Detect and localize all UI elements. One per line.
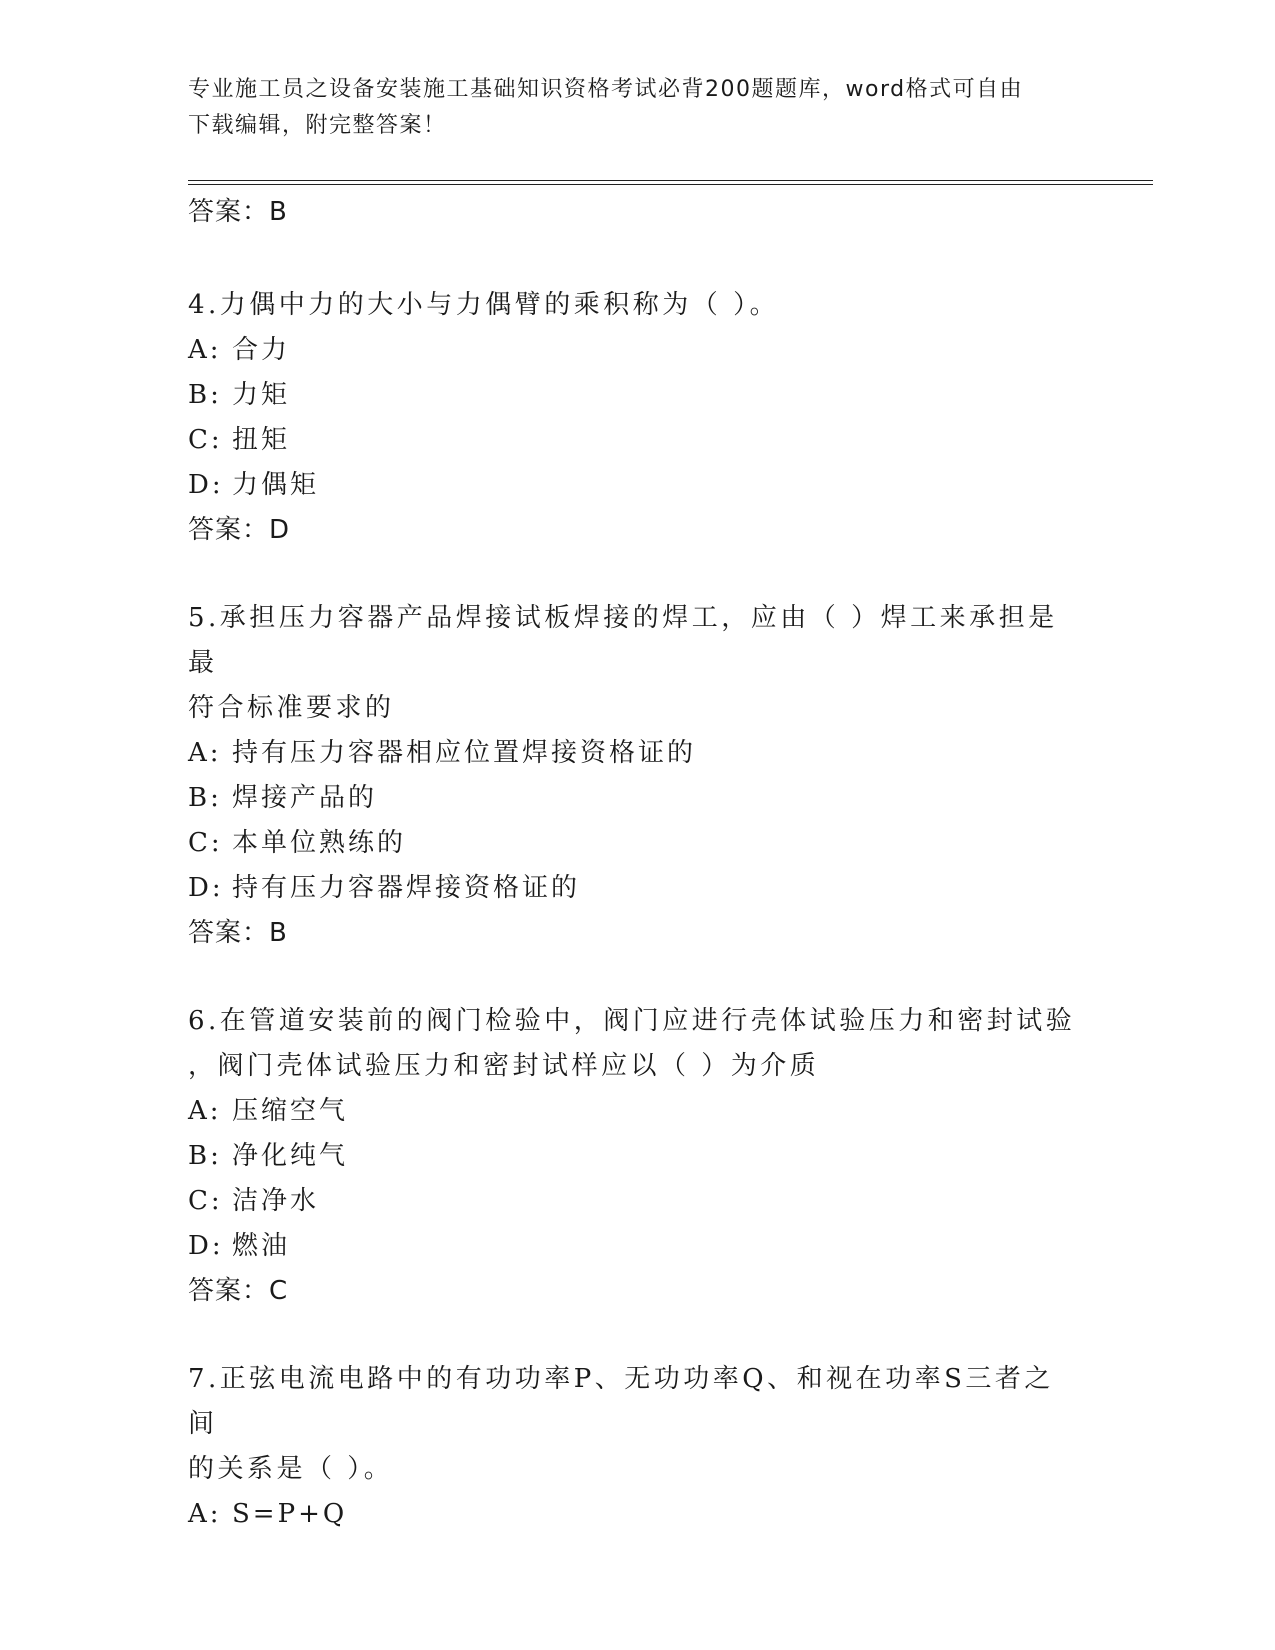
option-key: D: (188, 470, 224, 500)
option-text: 力矩 (232, 380, 291, 410)
spacer (188, 235, 1088, 283)
spacer (188, 956, 1088, 999)
question-block (188, 596, 1088, 956)
option-key: C: (188, 425, 223, 455)
answer-line: 答案：C (188, 1276, 289, 1306)
option-b (188, 373, 1088, 418)
option-key: C: (188, 1186, 223, 1216)
option-b (188, 776, 1088, 821)
header-line-2: 下载编辑，附完整答案！ (188, 113, 447, 138)
question-text-line-1: 5.承担压力容器产品焊接试板焊接的焊工，应由（ ）焊工来承担是最 (188, 603, 1058, 678)
option-a (188, 328, 1088, 373)
option-a (188, 1089, 1088, 1134)
option-text: 持有压力容器相应位置焊接资格证的 (232, 738, 697, 768)
option-c (188, 1179, 1088, 1224)
option-text: 力偶矩 (232, 470, 320, 500)
option-key: A: (188, 1096, 222, 1126)
option-key: A: (188, 335, 222, 365)
option-text: 持有压力容器焊接资格证的 (232, 873, 581, 903)
option-a (188, 731, 1088, 776)
option-text: 压缩空气 (232, 1096, 349, 1126)
spacer (188, 553, 1088, 596)
answer-line: 答案：D (188, 515, 291, 545)
option-key: A: (188, 738, 222, 768)
option-text: 燃油 (232, 1231, 291, 1261)
option-key: B: (188, 783, 222, 813)
option-key: B: (188, 380, 222, 410)
option-c (188, 821, 1088, 866)
spacer (188, 1314, 1088, 1357)
option-b (188, 1134, 1088, 1179)
question-text-line-2: ，阀门壳体试验压力和密封试样应以（ ）为介质 (188, 1051, 820, 1081)
option-text: S=P+Q (232, 1499, 348, 1529)
option-key: B: (188, 1141, 222, 1171)
document-header (188, 72, 1068, 144)
option-text: 合力 (232, 335, 291, 365)
question-block (188, 283, 1088, 553)
option-text: 焊接产品的 (232, 783, 378, 813)
option-key: D: (188, 1231, 224, 1261)
header-rule-bottom (188, 184, 1153, 185)
option-d (188, 866, 1088, 911)
option-d (188, 463, 1088, 508)
option-key: D: (188, 873, 224, 903)
option-text: 本单位熟练的 (232, 828, 407, 858)
option-text: 扭矩 (232, 425, 291, 455)
question-list (188, 190, 1088, 1537)
question-text-line-1: 6.在管道安装前的阀门检验中，阀门应进行壳体试验压力和密封试验 (188, 1006, 1076, 1036)
option-a (188, 1492, 1088, 1537)
option-key: A: (188, 1499, 222, 1529)
question-text: 4.力偶中力的大小与力偶臂的乘积称为（ ）。 (188, 290, 780, 320)
header-rule-top (188, 180, 1153, 181)
question-block (188, 999, 1088, 1314)
answer-line: 答案：B (188, 197, 288, 227)
question-text-line-2: 符合标准要求的 (188, 693, 395, 723)
option-text: 净化纯气 (232, 1141, 349, 1171)
option-c (188, 418, 1088, 463)
question-block (188, 1357, 1088, 1537)
question-text-line-2: 的关系是（ ）。 (188, 1454, 394, 1484)
header-line-1: 专业施工员之设备安装施工基础知识资格考试必背200题题库，word格式可自由 (188, 77, 1024, 102)
option-text: 洁净水 (232, 1186, 320, 1216)
answer-line: 答案：B (188, 918, 288, 948)
option-d (188, 1224, 1088, 1269)
question-text-line-1: 7.正弦电流电路中的有功功率P、无功功率Q、和视在功率S三者之间 (188, 1364, 1054, 1439)
option-key: C: (188, 828, 223, 858)
